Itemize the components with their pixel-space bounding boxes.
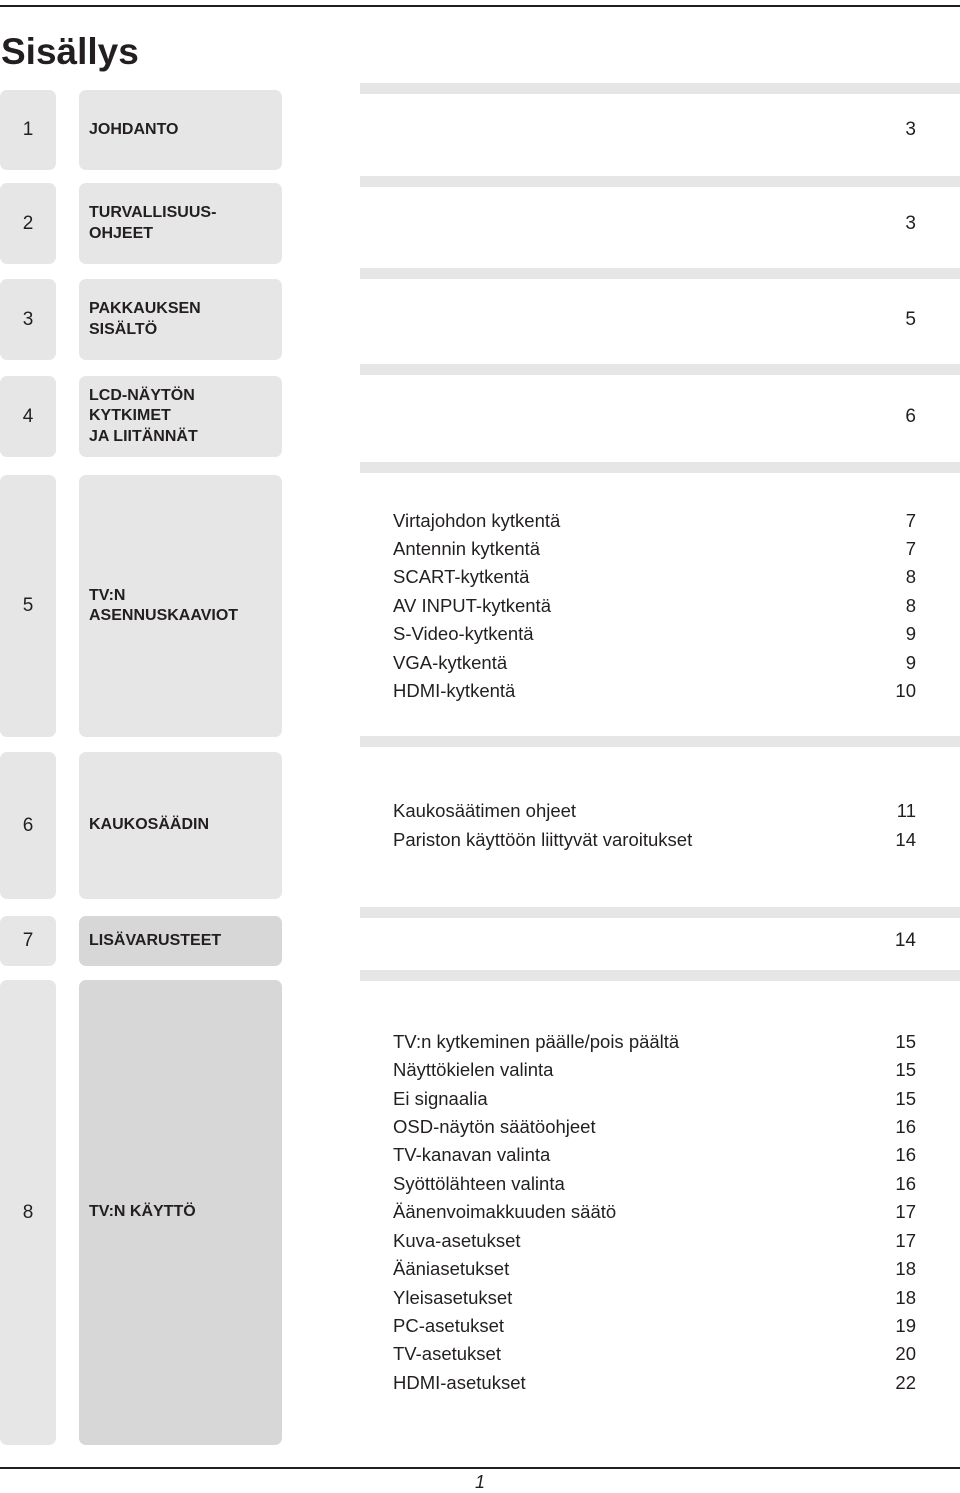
entry-page: 15 xyxy=(895,1059,916,1081)
section-title: PAKKAUKSEN SISÄLTÖ xyxy=(89,300,201,338)
toc-entry[interactable] xyxy=(393,797,916,825)
entry-page: 11 xyxy=(896,800,916,822)
entry-page: 17 xyxy=(895,1201,916,1223)
section-title: LCD-NÄYTÖN KYTKIMET JA LIITÄNNÄT xyxy=(89,386,198,445)
section-title-box xyxy=(79,980,282,1445)
entry-page: 18 xyxy=(895,1258,916,1280)
toc-entry[interactable] xyxy=(393,1227,916,1255)
toc-section-2[interactable] xyxy=(0,183,960,264)
entry-label: OSD-näytön säätöohjeet xyxy=(393,1116,596,1138)
toc-section-4[interactable] xyxy=(0,376,960,457)
entry-label: HDMI-kytkentä xyxy=(393,680,516,702)
entry-label: S-Video-kytkentä xyxy=(393,623,534,645)
entry-page: 7 xyxy=(905,537,916,559)
entry-label: HDMI-asetukset xyxy=(393,1371,526,1393)
section-title: LISÄVARUSTEET xyxy=(89,931,222,949)
section-title: TURVALLISUUS- OHJEET xyxy=(89,204,217,242)
entry-page: 9 xyxy=(905,651,916,673)
toc-entry[interactable] xyxy=(393,592,916,620)
entry-label: Kuva-asetukset xyxy=(393,1229,521,1251)
section-title-box xyxy=(79,279,282,360)
toc-section-6 xyxy=(0,752,960,899)
section-title-box xyxy=(79,475,282,737)
section-number: 6 xyxy=(0,752,56,899)
entry-page: 19 xyxy=(895,1314,916,1336)
toc-entry[interactable] xyxy=(393,1284,916,1312)
entry-page: 15 xyxy=(895,1087,916,1109)
section-title: KAUKOSÄÄDIN xyxy=(89,816,209,834)
entry-label: TV:n kytkeminen päälle/pois päältä xyxy=(393,1030,680,1052)
toc-entry[interactable] xyxy=(393,1028,916,1056)
toc-entry[interactable] xyxy=(393,1340,916,1368)
section-entries xyxy=(393,980,916,1445)
entry-page: 16 xyxy=(895,1172,916,1194)
section-entries xyxy=(393,475,916,737)
section-number: 5 xyxy=(0,475,56,737)
entry-page: 17 xyxy=(895,1229,916,1251)
toc-section-8 xyxy=(0,980,960,1445)
section-page: 5 xyxy=(905,308,916,330)
toc-section-3[interactable] xyxy=(0,279,960,360)
entry-page: 18 xyxy=(895,1286,916,1308)
entry-label: AV INPUT-kytkentä xyxy=(393,594,551,616)
section-title-box xyxy=(79,376,282,457)
section-page: 3 xyxy=(905,212,916,234)
entry-label: TV-asetukset xyxy=(393,1343,501,1365)
section-number: 2 xyxy=(0,183,56,264)
separator-bar xyxy=(360,364,960,375)
entry-page: 9 xyxy=(905,623,916,645)
section-title-box xyxy=(79,752,282,899)
bottom-rule xyxy=(0,1467,960,1469)
entry-page: 16 xyxy=(895,1116,916,1138)
top-rule xyxy=(0,5,960,7)
toc-entry[interactable] xyxy=(393,535,916,563)
toc-entry[interactable] xyxy=(393,826,916,854)
section-page: 6 xyxy=(905,405,916,427)
section-title-box xyxy=(79,183,282,264)
section-title: JOHDANTO xyxy=(89,120,179,138)
toc-section-1[interactable] xyxy=(0,90,960,170)
section-number: 4 xyxy=(0,376,56,457)
toc-entry[interactable] xyxy=(393,1255,916,1283)
section-title: TV:N KÄYTTÖ xyxy=(89,1203,196,1221)
entry-label: PC-asetukset xyxy=(393,1314,505,1336)
toc-entry[interactable] xyxy=(393,1170,916,1198)
entry-page: 22 xyxy=(895,1371,916,1393)
entry-label: Kaukosäätimen ohjeet xyxy=(393,800,577,822)
entry-page: 14 xyxy=(895,828,916,850)
separator-bar xyxy=(360,462,960,473)
entry-page: 20 xyxy=(895,1343,916,1365)
entry-label: VGA-kytkentä xyxy=(393,651,508,673)
entry-label: Pariston käyttöön liittyvät varoitukset xyxy=(393,828,693,850)
toc-entry[interactable] xyxy=(393,649,916,677)
section-number: 3 xyxy=(0,279,56,360)
page-number: 1 xyxy=(474,1472,485,1492)
section-title-box xyxy=(79,90,282,170)
section-page: 3 xyxy=(905,119,916,140)
toc-entry[interactable] xyxy=(393,620,916,648)
section-page: 14 xyxy=(894,930,916,951)
entry-page: 10 xyxy=(895,680,916,702)
entry-label: Antennin kytkentä xyxy=(393,537,541,559)
toc-entry[interactable] xyxy=(393,1198,916,1226)
section-title: TV:N ASENNUSKAAVIOT xyxy=(89,586,239,624)
toc-entry[interactable] xyxy=(393,1141,916,1169)
section-number: 8 xyxy=(0,980,56,1445)
section-number: 7 xyxy=(0,916,56,966)
entry-page: 8 xyxy=(905,566,916,588)
entry-label: Ei signaalia xyxy=(393,1087,488,1109)
toc-entry[interactable] xyxy=(393,1312,916,1340)
entry-label: SCART-kytkentä xyxy=(393,566,530,588)
section-title-box xyxy=(79,916,282,966)
section-entries xyxy=(393,752,916,899)
entry-label: Näyttökielen valinta xyxy=(393,1059,554,1081)
toc-section-5 xyxy=(0,475,960,737)
entry-label: Ääniasetukset xyxy=(393,1258,510,1280)
entry-label: Äänenvoimakkuuden säätö xyxy=(393,1201,617,1223)
section-number: 1 xyxy=(0,90,56,170)
toc-entry[interactable] xyxy=(393,1113,916,1141)
entry-page: 15 xyxy=(895,1030,916,1052)
toc-entry[interactable] xyxy=(393,677,916,705)
page-title: Sisällys xyxy=(1,31,139,72)
separator-bar xyxy=(360,736,960,747)
entry-label: Syöttölähteen valinta xyxy=(393,1172,565,1194)
toc-entry[interactable] xyxy=(393,507,916,535)
toc-entry[interactable] xyxy=(393,1056,916,1084)
entry-page: 16 xyxy=(895,1144,916,1166)
toc-entry[interactable] xyxy=(393,563,916,591)
entry-label: Virtajohdon kytkentä xyxy=(393,509,561,531)
entry-label: Yleisasetukset xyxy=(393,1286,513,1308)
separator-bar xyxy=(360,268,960,279)
toc-entry[interactable] xyxy=(393,1369,916,1397)
toc-entry[interactable] xyxy=(393,1085,916,1113)
entry-label: TV-kanavan valinta xyxy=(393,1144,551,1166)
entry-page: 7 xyxy=(905,509,916,531)
entry-page: 8 xyxy=(905,594,916,616)
toc-section-7[interactable] xyxy=(0,916,960,966)
